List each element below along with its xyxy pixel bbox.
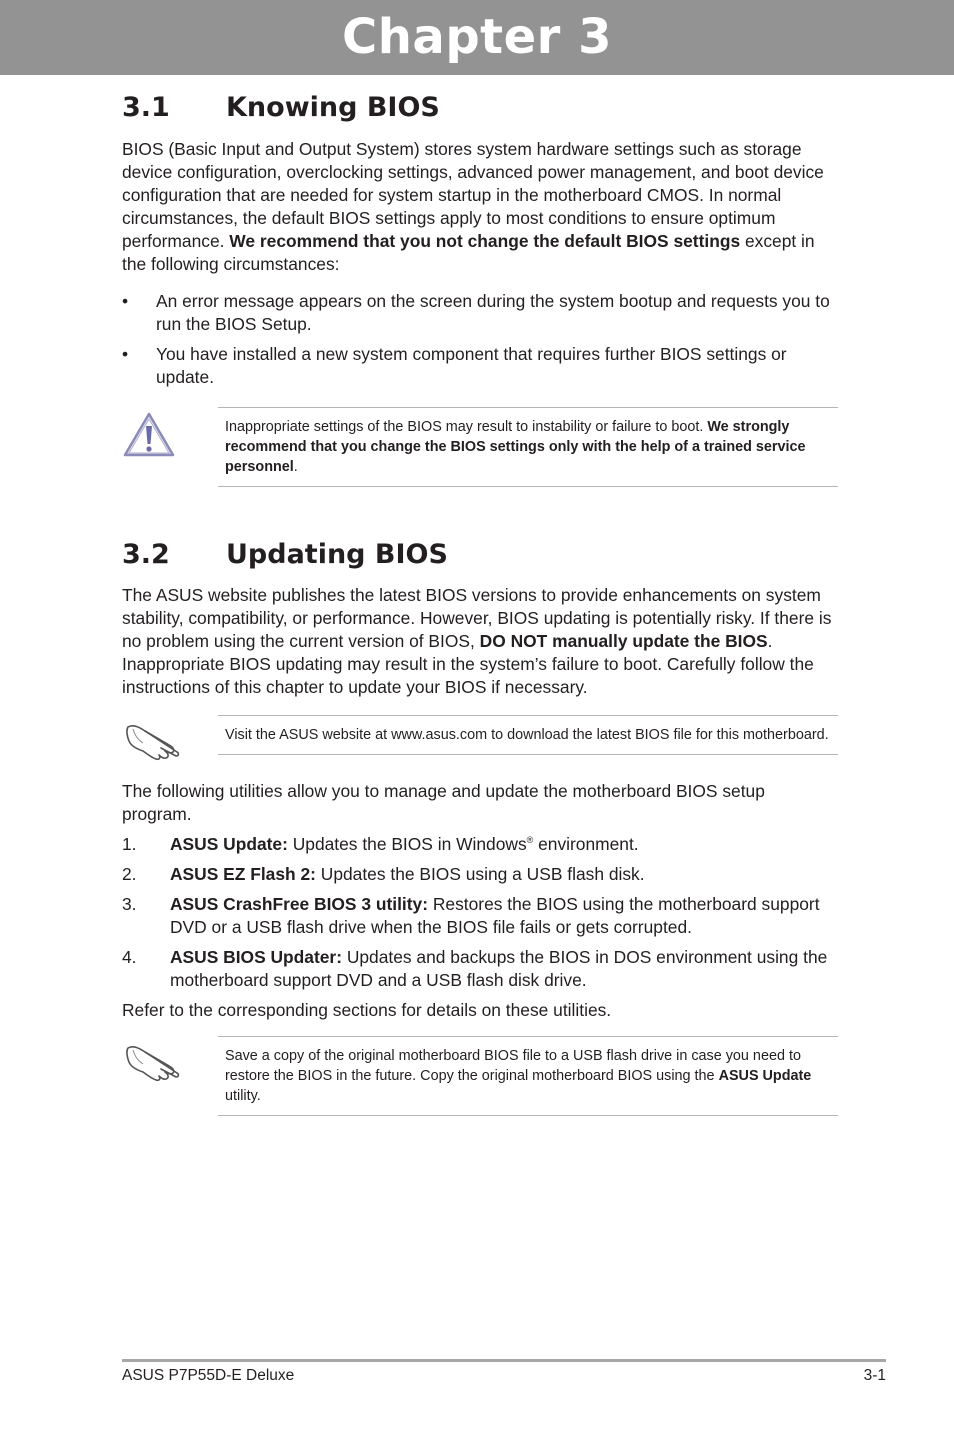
note-text <box>218 715 838 755</box>
text-run: BIOS (Basic Input and Output System) stores system hardware settings such as storage device configuration, overclocking settings, advanced power management, and boot device configuration that are needed for system startup in the motherboard CMOS. In normal circumstances, the default BIOS settings apply to most conditions to ensure optimum performance. <box>122 139 824 251</box>
warning-icon-cell <box>122 407 218 487</box>
list-item <box>122 893 838 939</box>
note-text-line: Visit the ASUS website at www.asus.com to download the latest BIOS file for this motherboard. <box>225 727 829 743</box>
utilities-list <box>122 833 838 992</box>
registered-mark: ® <box>526 835 534 846</box>
note-callout <box>122 715 838 755</box>
section-title: Knowing BIOS <box>226 92 440 123</box>
bold-text-run: ASUS Update: <box>170 834 288 854</box>
list-item <box>122 290 838 336</box>
note-icon-cell <box>122 715 218 755</box>
list-item <box>122 946 838 992</box>
text-run: Inappropriate settings of the BIOS may result to instability or failure to boot. <box>225 419 708 435</box>
list-item <box>122 833 838 856</box>
refer-paragraph: Refer to the corresponding sections for details on these utilities. <box>122 1000 612 1020</box>
text-run: . Inappropriate BIOS updating may result in the system’s failure to boot. Carefully follow the instructions of this chapter to update your BIOS if necessary. <box>122 631 814 697</box>
bullet-list <box>122 290 838 389</box>
bold-text-run: ASUS CrashFree BIOS 3 utility: <box>170 894 429 914</box>
text-run: utility. <box>225 1088 261 1104</box>
list-item-text: An error message appears on the screen during the system bootup and requests you to run the BIOS Setup. <box>156 291 830 334</box>
footer-product-name: ASUS P7P55D-E Deluxe <box>122 1367 295 1384</box>
text-run: except in the following circumstances: <box>122 231 815 274</box>
section-heading-3-1 <box>122 88 838 128</box>
bold-text-run: We recommend that you not change the default BIOS settings <box>229 231 741 251</box>
note-icon-cell <box>122 1036 218 1116</box>
bold-text-run: ASUS Update <box>718 1068 812 1084</box>
section-title: Updating BIOS <box>226 539 448 570</box>
chapter-title: Chapter 3 <box>342 9 612 65</box>
list-item <box>122 863 838 886</box>
bold-text-run: ASUS BIOS Updater: <box>170 947 342 967</box>
text-run: The ASUS website publishes the latest BIOS versions to provide enhancements on system stability, compatibility, or performance. However, BIOS updating is potentially risky. If there is no problem using the current version of BIOS, <box>122 585 832 651</box>
text-run: environment. <box>533 834 639 854</box>
bullet-marker: • <box>122 344 129 364</box>
note-callout <box>122 1036 838 1116</box>
list-item-text: You have installed a new system component that requires further BIOS settings or update. <box>156 344 787 387</box>
section2-paragraph <box>122 584 838 699</box>
note-text <box>218 1036 838 1116</box>
footer-page-number: 3-1 <box>863 1367 886 1384</box>
text-run: Updates the BIOS in Windows <box>287 834 527 854</box>
footer-rule <box>122 1359 886 1362</box>
text-run: . <box>293 459 298 475</box>
warning-callout <box>122 407 838 487</box>
text-run: Updates and backups the BIOS in DOS environment using the motherboard support DVD and a USB flash disk drive. <box>170 947 828 990</box>
bold-text-run: ASUS EZ Flash 2: <box>170 864 316 884</box>
text-run: Restores the BIOS using the motherboard support DVD or a USB flash drive when the BIOS file fails or gets corrupted. <box>170 894 820 937</box>
utilities-intro: The following utilities allow you to manage and update the motherboard BIOS setup program. <box>122 781 765 824</box>
section-number: 3.1 <box>122 92 170 123</box>
chapter-header-bar <box>0 0 954 75</box>
bold-text-run: DO NOT manually update the BIOS <box>479 631 768 651</box>
section-number: 3.2 <box>122 539 170 570</box>
pointing-hand-icon <box>125 1040 181 1082</box>
page-content <box>122 88 838 1116</box>
warning-text <box>218 407 838 487</box>
warning-triangle-icon <box>123 411 175 459</box>
list-number: 1. <box>122 834 137 854</box>
text-run: Save a copy of the original motherboard BIOS file to a USB flash drive in case you need to restore the BIOS in the future. Copy the original motherboard BIOS using the <box>225 1048 801 1084</box>
bold-text-run: We strongly recommend that you change the BIOS settings only with the help of a trained service personnel <box>225 419 806 475</box>
section1-paragraph <box>122 138 838 276</box>
list-number: 3. <box>122 894 137 914</box>
bullet-marker: • <box>122 291 129 311</box>
list-number: 2. <box>122 864 137 884</box>
section-heading-3-2 <box>122 535 838 575</box>
list-number: 4. <box>122 947 137 967</box>
pointing-hand-icon <box>125 719 181 761</box>
list-item <box>122 343 838 389</box>
text-run: Updates the BIOS using a USB flash disk. <box>315 864 645 884</box>
